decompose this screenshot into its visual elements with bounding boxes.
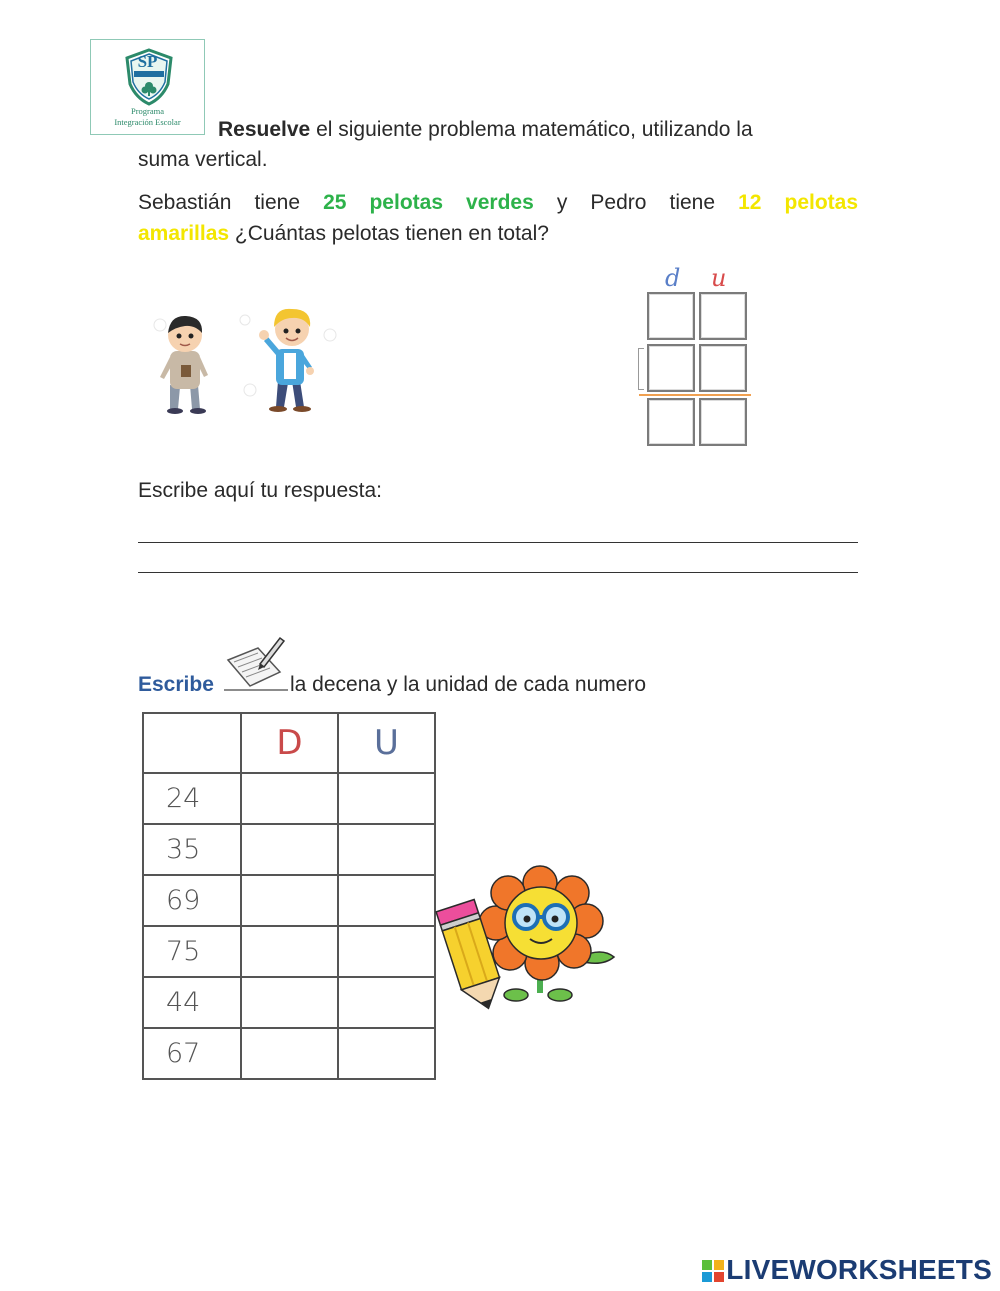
instruction-bold: Resuelve [218, 118, 311, 141]
school-logo [90, 39, 205, 135]
grid-cell-u2[interactable] [699, 344, 747, 392]
table-number: 35 [143, 824, 241, 875]
boy-sebastian [160, 316, 208, 414]
table-row [143, 977, 435, 1028]
table-row [143, 1028, 435, 1079]
instruction-line2: suma vertical. [138, 148, 268, 171]
tens-units-table [142, 712, 436, 1080]
table-cell-u[interactable] [338, 1028, 435, 1079]
table-row [143, 824, 435, 875]
two-boys-illustration [140, 305, 350, 417]
exercise2-title-word: Escribe [138, 673, 214, 696]
notepad-pencil-icon [222, 634, 288, 692]
table-cell-d[interactable] [241, 824, 338, 875]
logo-caption-line1: Programa [130, 106, 165, 116]
logo-caption-line2: Integración Escolar [114, 117, 181, 127]
problem-question: ¿Cuántas pelotas tienen en total? [229, 222, 549, 245]
table-number: 69 [143, 875, 241, 926]
grid-header-u: u [711, 264, 727, 292]
problem-line2 [138, 219, 549, 249]
problem-yellow-highlight-2: amarillas [138, 222, 230, 245]
table-cell-d[interactable] [241, 773, 338, 824]
flower-pencil-illustration [430, 865, 620, 1015]
logo-caption [91, 106, 204, 128]
grid-cell-u-result[interactable] [699, 398, 747, 446]
table-cell-u[interactable] [338, 875, 435, 926]
grid-cell-d-result[interactable] [647, 398, 695, 446]
problem-text-2: y Pedro tiene [533, 191, 739, 214]
table-header-corner [143, 713, 241, 773]
plus-bracket [638, 348, 644, 390]
liveworksheets-logo-icon [702, 1257, 724, 1289]
exercise2-title-bold [138, 670, 214, 700]
liveworksheets-brand [702, 1254, 992, 1289]
answer-line-2[interactable] [138, 572, 858, 573]
table-number: 44 [143, 977, 241, 1028]
table-number: 75 [143, 926, 241, 977]
table-cell-d[interactable] [241, 977, 338, 1028]
table-row [143, 773, 435, 824]
problem-text-1: Sebastián tiene [138, 191, 324, 214]
problem-green-highlight: 25 pelotas verdes [323, 191, 534, 214]
table-cell-d[interactable] [241, 875, 338, 926]
answer-prompt: Escribe aquí tu respuesta: [138, 479, 382, 502]
problem-yellow-highlight-1: 12 pelotas [738, 191, 859, 214]
problem-line1 [138, 188, 858, 218]
boy-pedro [259, 309, 314, 412]
grid-cell-u1[interactable] [699, 292, 747, 340]
table-number: 67 [143, 1028, 241, 1079]
liveworksheets-text: LIVEWORKSHEETS [726, 1254, 992, 1285]
table-cell-d[interactable] [241, 926, 338, 977]
table-row [143, 926, 435, 977]
exercise2-title-rest: la decena y la unidad de cada numero [290, 673, 647, 696]
table-cell-d[interactable] [241, 1028, 338, 1079]
table-row [143, 875, 435, 926]
grid-cell-d2[interactable] [647, 344, 695, 392]
table-number: 24 [143, 773, 241, 824]
grid-header-d: d [665, 264, 681, 292]
table-header-u: U [338, 713, 435, 773]
table-cell-u[interactable] [338, 824, 435, 875]
sum-line [639, 394, 751, 396]
table-cell-u[interactable] [338, 926, 435, 977]
instruction-rest: el siguiente problema matemático, utilizando la [310, 118, 753, 141]
table-cell-u[interactable] [338, 773, 435, 824]
table-header-row [143, 713, 435, 773]
instruction-line1 [218, 115, 860, 145]
answer-line-1[interactable] [138, 542, 858, 543]
logo-initials: SP [137, 52, 158, 71]
grid-cell-d1[interactable] [647, 292, 695, 340]
table-cell-u[interactable] [338, 977, 435, 1028]
table-header-d: D [241, 713, 338, 773]
vertical-sum-grid [645, 264, 751, 450]
